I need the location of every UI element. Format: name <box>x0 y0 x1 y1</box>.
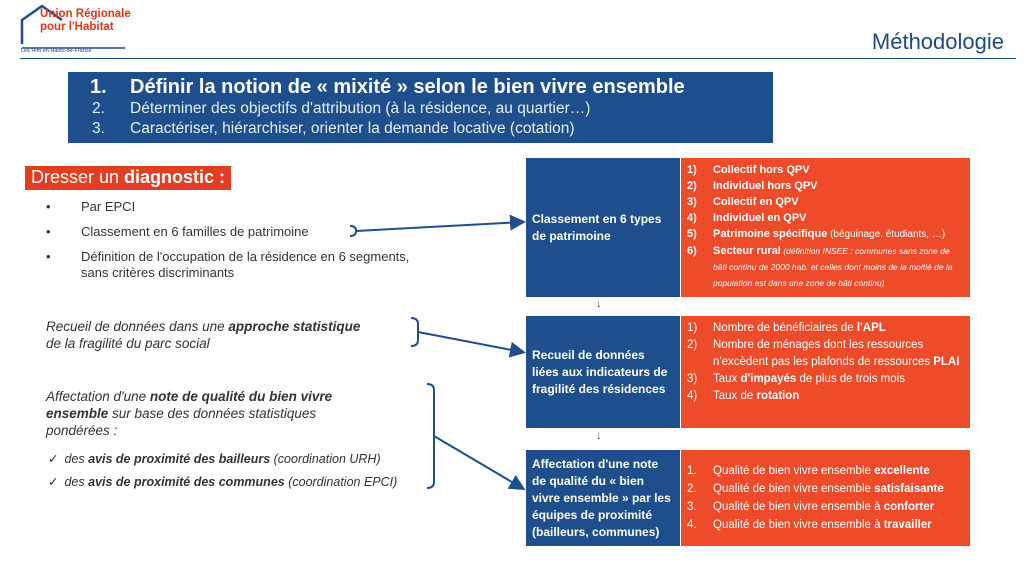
item-bold: l'APL <box>856 322 886 334</box>
item-text: Taux de <box>713 390 757 402</box>
affectation-part: pondérées : <box>46 423 118 438</box>
item-text: Collectif hors QPV <box>713 164 810 176</box>
list-item <box>687 162 964 178</box>
bullet-item: • Par EPCI <box>46 199 376 215</box>
list-item <box>687 516 964 534</box>
step-number: 3. <box>92 120 105 137</box>
item-number: 6) <box>687 245 697 257</box>
step-1 <box>90 76 773 100</box>
check-item-bailleurs <box>48 451 381 466</box>
item-number: 4. <box>687 519 697 531</box>
bullet-item: • Définition de l'occupation de la résidence en 6 segments, sans critères discriminants <box>46 249 421 281</box>
item-bold: travailler <box>883 519 932 531</box>
item-text: Taux <box>713 373 741 385</box>
check-item-communes <box>48 474 397 489</box>
step-3 <box>90 120 773 140</box>
check-bold: avis de proximité des communes <box>88 475 285 489</box>
affectation-text <box>46 388 426 439</box>
list-item <box>687 388 964 405</box>
recueil-bold: approche statistique <box>228 319 361 334</box>
steps-banner <box>68 72 773 143</box>
arrow-2 <box>418 332 522 352</box>
check-pre: des <box>64 452 89 466</box>
item-text: Qualité de bien vivre ensemble à <box>713 501 884 513</box>
item-number: 2) <box>687 180 697 192</box>
item-paren: (béguinage, étudiants, …) <box>827 229 946 240</box>
item-number: 2. <box>687 483 697 495</box>
checkmark-icon: ✓ <box>48 452 59 466</box>
down-arrow-icon: ↓ <box>596 298 602 310</box>
item-text: Nombre de ménages dont les ressources n'excèdent pas les plafonds de ressources <box>713 339 934 368</box>
recueil-list <box>681 316 970 428</box>
affectation-bold: ensemble <box>46 406 109 421</box>
check-post: (coordination URH) <box>270 452 381 466</box>
box-label: Classement en 6 types de patrimoine <box>532 211 662 243</box>
check-post: (coordination EPCI) <box>284 475 398 489</box>
brace-3 <box>427 384 434 488</box>
classement-box <box>526 158 680 297</box>
affectation-bold: note de qualité du bien vivre <box>149 389 333 404</box>
list-item <box>687 462 964 480</box>
logo-wordmark <box>40 8 131 34</box>
item-text: Collectif en QPV <box>713 196 799 208</box>
item-number: 3) <box>687 196 697 208</box>
step-number: 1. <box>90 76 107 98</box>
step-2 <box>90 100 773 120</box>
heading-bold: diagnostic : <box>124 167 226 187</box>
arrow-3 <box>434 436 522 488</box>
list-item <box>687 210 964 226</box>
down-arrow-icon: ↓ <box>596 430 602 442</box>
page-title: Méthodologie <box>871 29 1004 54</box>
item-number: 2) <box>687 339 698 351</box>
logo-line-1: Union Régionale <box>40 8 131 20</box>
item-number: 1. <box>687 465 697 477</box>
item-text: Qualité de bien vivre ensemble à <box>713 519 884 531</box>
diagnostic-bullets <box>46 199 421 290</box>
affectation-list <box>681 450 970 546</box>
logo-line-2: pour l'Habitat <box>40 21 114 33</box>
item-bold: rotation <box>756 390 800 402</box>
item-number: 3. <box>687 501 697 513</box>
list-item <box>687 371 964 388</box>
affectation-box <box>526 450 680 546</box>
box-label: Recueil de données liées aux indicateurs de fragilité des résidences <box>532 347 668 396</box>
heading-prefix: Dresser un <box>31 167 125 187</box>
item-bold: conforter <box>883 501 935 513</box>
list-item <box>687 194 964 210</box>
diagnostic-heading <box>25 166 231 190</box>
step-text: Déterminer des objectifs d'attribution (à la résidence, au quartier…) <box>130 100 591 117</box>
affectation-part: Affectation d'une <box>46 389 150 404</box>
item-text: de plus de trois mois <box>796 373 905 385</box>
list-item <box>687 243 964 291</box>
item-text: Qualité de bien vivre ensemble <box>713 465 875 477</box>
step-text: Définir la notion de « mixité » selon le bien vivre ensemble <box>130 76 685 98</box>
item-text: Individuel en QPV <box>713 212 807 224</box>
classement-list <box>681 158 970 297</box>
list-item <box>687 337 964 371</box>
item-number: 4) <box>687 390 698 402</box>
logo-tagline: Les Hlm en Hauts-de-France <box>21 48 92 54</box>
bullet-item: • Classement en 6 familles de patrimoine <box>46 224 376 240</box>
item-text: Patrimoine spécifique <box>713 228 828 240</box>
list-item <box>687 178 964 194</box>
check-pre: des <box>64 475 89 489</box>
check-bold: avis de proximité des bailleurs <box>88 452 271 466</box>
item-number: 1) <box>687 164 697 176</box>
step-text: Caractériser, hiérarchiser, orienter la demande locative (cotation) <box>130 120 575 137</box>
item-bold: excellente <box>874 465 930 477</box>
list-item <box>687 226 964 243</box>
recueil-part: de la fragilité du parc social <box>46 336 210 351</box>
recueil-box <box>526 316 680 428</box>
affectation-part: sur base des données statistiques <box>108 406 317 421</box>
item-text: Nombre de bénéficiaires de <box>713 322 857 334</box>
list-item <box>687 498 964 516</box>
item-text: Qualité de bien vivre ensemble <box>713 483 875 495</box>
item-number: 4) <box>687 212 697 224</box>
item-number: 1) <box>687 322 698 334</box>
item-note: (définition INSEE : communes sans zone de bâti continu de 2000 hab. et celles dont moins de la moitié de la population est dans une zone de bâti continu) <box>713 246 953 288</box>
item-text: Secteur rural <box>713 245 781 257</box>
item-number: 3) <box>687 373 698 385</box>
title-divider <box>20 58 1016 59</box>
item-number: 5) <box>687 228 697 240</box>
recueil-part: Recueil de données dans une <box>46 319 229 334</box>
step-number: 2. <box>92 100 105 117</box>
list-item <box>687 480 964 498</box>
checkmark-icon: ✓ <box>48 475 59 489</box>
list-item <box>687 320 964 337</box>
recueil-text <box>46 318 426 352</box>
item-bold: satisfaisante <box>874 483 944 495</box>
item-text: Individuel hors QPV <box>713 180 818 192</box>
item-bold: d'impayés <box>740 373 797 385</box>
box-label: Affectation d'une note de qualité du « bien vivre ensemble » par les équipes de proximité (bailleurs, communes) <box>532 456 671 539</box>
item-bold: PLAI <box>933 356 960 368</box>
